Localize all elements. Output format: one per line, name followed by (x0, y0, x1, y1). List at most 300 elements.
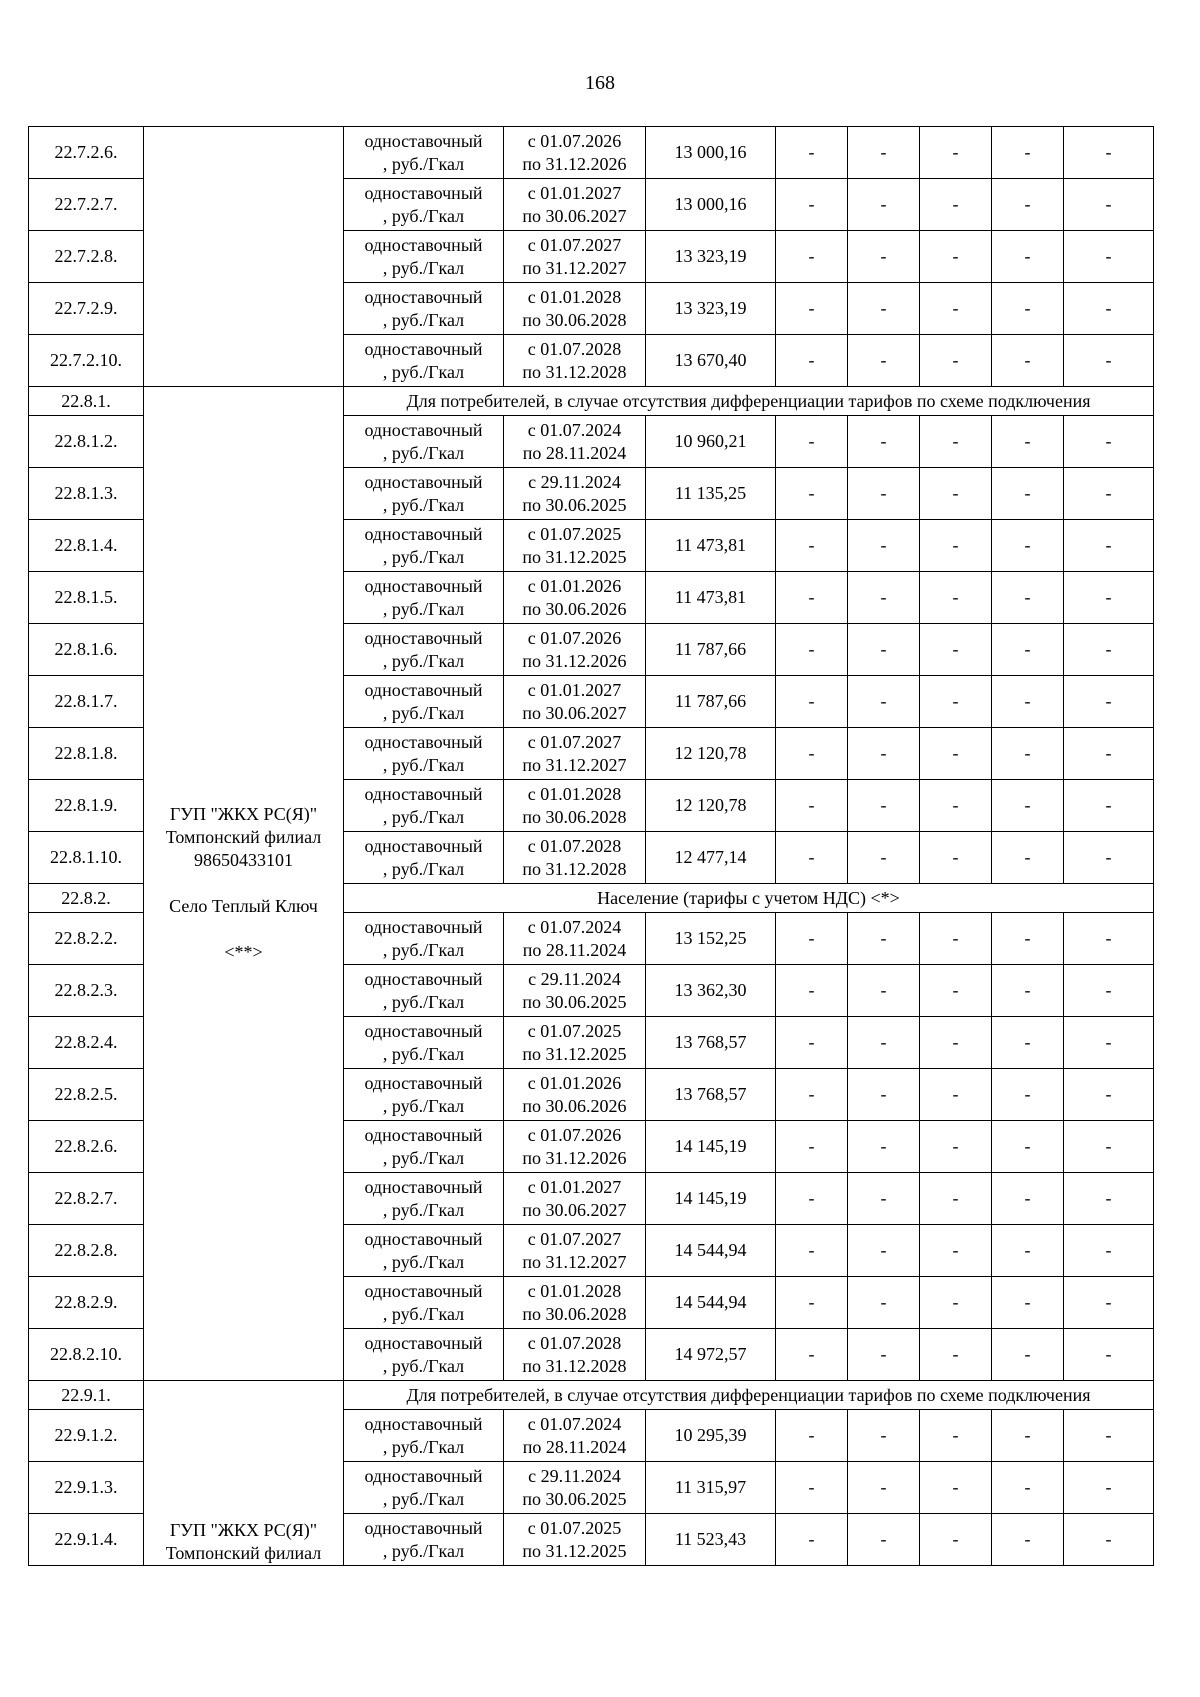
organization-line: Томпонский филиал (165, 827, 322, 847)
tariff-value-cell: 14 145,19 (646, 1121, 776, 1173)
organization-line: <**> (224, 942, 263, 962)
empty-value-cell: - (992, 127, 1064, 179)
tariff-type-cell (344, 728, 504, 780)
empty-value-cell: - (848, 1069, 920, 1121)
empty-value-cell: - (848, 179, 920, 231)
period-line: по 31.12.2027 (522, 754, 627, 775)
period-cell (504, 468, 646, 520)
empty-value-cell: - (920, 1069, 992, 1121)
row-number-cell: 22.8.2.5. (29, 1069, 144, 1121)
empty-value-cell: - (992, 1410, 1064, 1462)
empty-value-cell: - (992, 1069, 1064, 1121)
empty-value-cell: - (776, 1277, 848, 1329)
empty-value-cell: - (848, 913, 920, 965)
tariff-type-line: , руб./Гкал (382, 257, 465, 278)
tariff-type-line: одноставочный (364, 1413, 483, 1434)
empty-value-cell: - (776, 179, 848, 231)
empty-value-cell: - (920, 283, 992, 335)
tariff-type-line: одноставочный (364, 338, 483, 359)
empty-value-cell: - (992, 965, 1064, 1017)
tariff-type-cell (344, 468, 504, 520)
row-number-cell: 22.8.1.9. (29, 780, 144, 832)
tariff-value-cell: 13 323,19 (646, 283, 776, 335)
row-number-cell: 22.8.2.3. (29, 965, 144, 1017)
period-cell (504, 127, 646, 179)
empty-value-cell: - (776, 1069, 848, 1121)
empty-value-cell: - (992, 335, 1064, 387)
tariff-type-cell (344, 1121, 504, 1173)
empty-value-cell: - (992, 913, 1064, 965)
tariff-type-cell (344, 1514, 504, 1566)
period-cell (504, 965, 646, 1017)
empty-value-cell: - (848, 676, 920, 728)
tariff-value-cell: 13 152,25 (646, 913, 776, 965)
empty-value-cell: - (920, 780, 992, 832)
tariff-type-cell (344, 179, 504, 231)
empty-value-cell: - (920, 1173, 992, 1225)
row-number-cell: 22.8.1. (29, 387, 144, 416)
period-line: с 01.01.2026 (527, 575, 622, 596)
period-cell (504, 780, 646, 832)
empty-value-cell: - (776, 913, 848, 965)
empty-value-cell: - (776, 1329, 848, 1381)
period-line: по 30.06.2028 (522, 309, 627, 330)
tariff-type-line: , руб./Гкал (382, 806, 465, 827)
tariff-type-line: , руб./Гкал (382, 1303, 465, 1324)
tariff-type-line: одноставочный (364, 286, 483, 307)
tariff-value-cell: 13 768,57 (646, 1069, 776, 1121)
organization-line: ГУП "ЖКХ РС(Я)" (169, 804, 318, 824)
empty-value-cell: - (848, 1462, 920, 1514)
empty-value-cell: - (1064, 913, 1154, 965)
tariff-type-line: , руб./Гкал (382, 1488, 465, 1509)
tariff-value-cell: 13 362,30 (646, 965, 776, 1017)
row-number-cell: 22.7.2.10. (29, 335, 144, 387)
empty-value-cell: - (920, 1462, 992, 1514)
empty-value-cell: - (992, 1462, 1064, 1514)
empty-value-cell: - (920, 1017, 992, 1069)
tariff-type-cell (344, 1462, 504, 1514)
row-number-cell: 22.8.2.10. (29, 1329, 144, 1381)
empty-value-cell: - (920, 1329, 992, 1381)
organization-cell (144, 127, 344, 387)
tariff-table (28, 126, 1154, 1566)
empty-value-cell: - (1064, 1514, 1154, 1566)
row-number-cell: 22.8.1.4. (29, 520, 144, 572)
period-line: по 30.06.2026 (522, 1095, 627, 1116)
empty-value-cell: - (776, 728, 848, 780)
period-line: с 01.07.2026 (527, 627, 622, 648)
empty-value-cell: - (992, 1121, 1064, 1173)
tariff-type-line: одноставочный (364, 627, 483, 648)
empty-value-cell: - (992, 572, 1064, 624)
period-cell (504, 1329, 646, 1381)
period-line: по 28.11.2024 (522, 939, 627, 960)
tariff-type-line: одноставочный (364, 1517, 483, 1538)
empty-value-cell: - (992, 468, 1064, 520)
tariff-value-cell: 12 477,14 (646, 832, 776, 884)
empty-value-cell: - (776, 780, 848, 832)
empty-value-cell: - (848, 520, 920, 572)
empty-value-cell: - (920, 913, 992, 965)
period-line: с 01.07.2027 (527, 234, 622, 255)
empty-value-cell: - (1064, 1017, 1154, 1069)
period-line: по 31.12.2025 (522, 546, 627, 567)
empty-value-cell: - (848, 416, 920, 468)
tariff-value-cell: 11 473,81 (646, 520, 776, 572)
tariff-value-cell: 11 787,66 (646, 624, 776, 676)
empty-value-cell: - (1064, 1410, 1154, 1462)
tariff-type-line: одноставочный (364, 679, 483, 700)
row-number-cell: 22.8.2.7. (29, 1173, 144, 1225)
row-number-cell: 22.8.1.6. (29, 624, 144, 676)
tariff-type-line: , руб./Гкал (382, 1436, 465, 1457)
empty-value-cell: - (848, 624, 920, 676)
empty-value-cell: - (848, 1173, 920, 1225)
tariff-value-cell: 13 670,40 (646, 335, 776, 387)
tariff-type-cell (344, 676, 504, 728)
tariff-type-line: одноставочный (364, 1176, 483, 1197)
empty-value-cell: - (1064, 832, 1154, 884)
period-line: с 01.01.2027 (527, 679, 622, 700)
period-line: с 01.01.2028 (527, 286, 622, 307)
empty-value-cell: - (776, 676, 848, 728)
row-number-cell: 22.8.2.8. (29, 1225, 144, 1277)
empty-value-cell: - (992, 520, 1064, 572)
empty-value-cell: - (1064, 676, 1154, 728)
tariff-value-cell: 14 972,57 (646, 1329, 776, 1381)
period-line: с 01.07.2028 (527, 835, 622, 856)
period-line: по 30.06.2027 (522, 1199, 627, 1220)
organization-cell (144, 387, 344, 1381)
period-cell (504, 572, 646, 624)
period-line: с 01.07.2027 (527, 1228, 622, 1249)
period-cell (504, 335, 646, 387)
tariff-type-line: , руб./Гкал (382, 546, 465, 567)
empty-value-cell: - (920, 1121, 992, 1173)
tariff-type-cell (344, 1173, 504, 1225)
tariff-type-line: одноставочный (364, 1124, 483, 1145)
empty-value-cell: - (1064, 283, 1154, 335)
tariff-type-line: , руб./Гкал (382, 754, 465, 775)
period-cell (504, 1017, 646, 1069)
row-number-cell: 22.7.2.7. (29, 179, 144, 231)
empty-value-cell: - (848, 1225, 920, 1277)
empty-value-cell: - (776, 1017, 848, 1069)
tariff-type-line: , руб./Гкал (382, 1540, 465, 1561)
empty-value-cell: - (992, 676, 1064, 728)
tariff-type-line: , руб./Гкал (382, 1147, 465, 1168)
row-number-cell: 22.8.1.8. (29, 728, 144, 780)
period-line: по 31.12.2026 (522, 650, 627, 671)
empty-value-cell: - (776, 283, 848, 335)
organization-info (144, 1381, 343, 1565)
period-line: по 30.06.2025 (522, 991, 627, 1012)
period-cell (504, 1069, 646, 1121)
organization-line: ГУП "ЖКХ РС(Я)" (169, 1520, 318, 1540)
tariff-type-line: , руб./Гкал (382, 1251, 465, 1272)
period-cell (504, 728, 646, 780)
period-line: по 30.06.2027 (522, 205, 627, 226)
period-cell (504, 1462, 646, 1514)
empty-value-cell: - (1064, 1225, 1154, 1277)
empty-value-cell: - (920, 1225, 992, 1277)
empty-value-cell: - (848, 283, 920, 335)
tariff-value-cell: 11 787,66 (646, 676, 776, 728)
period-line: с 01.01.2028 (527, 783, 622, 804)
row-number-cell: 22.8.1.10. (29, 832, 144, 884)
period-line: с 01.07.2028 (527, 1332, 622, 1353)
tariff-type-cell (344, 231, 504, 283)
period-cell (504, 1225, 646, 1277)
empty-value-cell: - (920, 231, 992, 283)
tariff-type-line: одноставочный (364, 523, 483, 544)
period-line: с 01.07.2025 (527, 1020, 622, 1041)
empty-value-cell: - (1064, 231, 1154, 283)
empty-value-cell: - (848, 1514, 920, 1566)
tariff-type-cell (344, 1225, 504, 1277)
period-line: по 30.06.2028 (522, 1303, 627, 1324)
tariff-type-line: одноставочный (364, 1228, 483, 1249)
empty-value-cell: - (776, 520, 848, 572)
tariff-type-line: одноставочный (364, 968, 483, 989)
period-line: по 30.06.2025 (522, 494, 627, 515)
empty-value-cell: - (920, 728, 992, 780)
tariff-value-cell: 10 960,21 (646, 416, 776, 468)
tariff-type-line: , руб./Гкал (382, 205, 465, 226)
empty-value-cell: - (992, 283, 1064, 335)
tariff-type-line: одноставочный (364, 419, 483, 440)
period-cell (504, 1121, 646, 1173)
organization-info (144, 127, 343, 386)
empty-value-cell: - (992, 1514, 1064, 1566)
empty-value-cell: - (776, 1514, 848, 1566)
tariff-type-cell (344, 780, 504, 832)
period-cell (504, 913, 646, 965)
empty-value-cell: - (1064, 965, 1154, 1017)
empty-value-cell: - (992, 416, 1064, 468)
empty-value-cell: - (920, 572, 992, 624)
empty-value-cell: - (848, 335, 920, 387)
tariff-type-line: одноставочный (364, 916, 483, 937)
period-line: с 01.01.2027 (527, 182, 622, 203)
period-line: с 01.07.2025 (527, 523, 622, 544)
period-line: по 31.12.2028 (522, 858, 627, 879)
organization-line: Томпонский филиал (165, 1543, 322, 1563)
period-cell (504, 1173, 646, 1225)
empty-value-cell: - (1064, 520, 1154, 572)
tariff-type-cell (344, 283, 504, 335)
empty-value-cell: - (920, 965, 992, 1017)
empty-value-cell: - (1064, 1173, 1154, 1225)
row-number-cell: 22.8.2.9. (29, 1277, 144, 1329)
empty-value-cell: - (920, 832, 992, 884)
row-number-cell: 22.8.1.7. (29, 676, 144, 728)
empty-value-cell: - (920, 624, 992, 676)
period-cell (504, 231, 646, 283)
empty-value-cell: - (992, 832, 1064, 884)
tariff-type-line: , руб./Гкал (382, 1043, 465, 1064)
tariff-value-cell: 11 135,25 (646, 468, 776, 520)
period-cell (504, 1277, 646, 1329)
period-cell (504, 1514, 646, 1566)
empty-value-cell: - (1064, 1329, 1154, 1381)
tariff-type-line: , руб./Гкал (382, 361, 465, 382)
period-line: с 29.11.2024 (528, 471, 621, 492)
empty-value-cell: - (1064, 1462, 1154, 1514)
tariff-type-line: одноставочный (364, 1465, 483, 1486)
tariff-value-cell: 11 315,97 (646, 1462, 776, 1514)
period-line: по 28.11.2024 (522, 442, 627, 463)
tariff-type-line: , руб./Гкал (382, 309, 465, 330)
period-line: по 31.12.2026 (522, 153, 627, 174)
tariff-value-cell: 11 473,81 (646, 572, 776, 624)
empty-value-cell: - (920, 179, 992, 231)
period-line: с 01.01.2028 (527, 1280, 622, 1301)
empty-value-cell: - (1064, 468, 1154, 520)
empty-value-cell: - (920, 416, 992, 468)
empty-value-cell: - (920, 1277, 992, 1329)
period-line: по 31.12.2028 (522, 361, 627, 382)
empty-value-cell: - (920, 335, 992, 387)
empty-value-cell: - (920, 1514, 992, 1566)
tariff-type-cell (344, 1017, 504, 1069)
row-number-cell: 22.9.1.2. (29, 1410, 144, 1462)
empty-value-cell: - (992, 624, 1064, 676)
tariff-type-cell (344, 335, 504, 387)
tariff-type-line: одноставочный (364, 182, 483, 203)
organization-info (144, 387, 343, 1380)
empty-value-cell: - (992, 728, 1064, 780)
tariff-type-line: , руб./Гкал (382, 1355, 465, 1376)
empty-value-cell: - (1064, 1069, 1154, 1121)
organization-line: Село Теплый Ключ (169, 896, 318, 916)
empty-value-cell: - (992, 1225, 1064, 1277)
period-line: с 01.07.2028 (527, 338, 622, 359)
empty-value-cell: - (1064, 624, 1154, 676)
tariff-type-line: , руб./Гкал (382, 1095, 465, 1116)
tariff-type-line: одноставочный (364, 1020, 483, 1041)
tariff-type-cell (344, 624, 504, 676)
empty-value-cell: - (848, 127, 920, 179)
tariff-type-line: , руб./Гкал (382, 1199, 465, 1220)
tariff-value-cell: 10 295,39 (646, 1410, 776, 1462)
tariff-value-cell: 13 000,16 (646, 179, 776, 231)
period-line: по 31.12.2026 (522, 1147, 627, 1168)
period-line: по 28.11.2024 (522, 1436, 627, 1457)
period-line: по 31.12.2025 (522, 1043, 627, 1064)
period-cell (504, 520, 646, 572)
period-line: с 01.07.2026 (527, 130, 622, 151)
tariff-type-line: одноставочный (364, 1072, 483, 1093)
row-number-cell: 22.7.2.8. (29, 231, 144, 283)
period-cell (504, 676, 646, 728)
period-line: с 01.07.2026 (527, 1124, 622, 1145)
tariff-type-line: одноставочный (364, 130, 483, 151)
empty-value-cell: - (992, 1329, 1064, 1381)
empty-value-cell: - (920, 676, 992, 728)
tariff-type-cell (344, 913, 504, 965)
period-line: с 01.01.2027 (527, 1176, 622, 1197)
empty-value-cell: - (1064, 572, 1154, 624)
empty-value-cell: - (848, 1277, 920, 1329)
period-line: по 31.12.2028 (522, 1355, 627, 1376)
empty-value-cell: - (1064, 1121, 1154, 1173)
empty-value-cell: - (776, 468, 848, 520)
period-cell (504, 416, 646, 468)
empty-value-cell: - (848, 1329, 920, 1381)
tariff-value-cell: 14 145,19 (646, 1173, 776, 1225)
section-row (29, 1381, 1154, 1410)
empty-value-cell: - (1064, 127, 1154, 179)
tariff-type-line: , руб./Гкал (382, 598, 465, 619)
period-cell (504, 624, 646, 676)
row-number-cell: 22.8.1.5. (29, 572, 144, 624)
tariff-type-line: одноставочный (364, 575, 483, 596)
tariff-type-cell (344, 1069, 504, 1121)
tariff-type-line: , руб./Гкал (382, 650, 465, 671)
tariff-type-line: одноставочный (364, 1332, 483, 1353)
period-line: с 01.01.2026 (527, 1072, 622, 1093)
empty-value-cell: - (776, 624, 848, 676)
tariff-value-cell: 13 323,19 (646, 231, 776, 283)
period-line: с 01.07.2024 (527, 1413, 622, 1434)
empty-value-cell: - (776, 1121, 848, 1173)
period-line: с 01.07.2025 (527, 1517, 622, 1538)
tariff-type-line: , руб./Гкал (382, 442, 465, 463)
empty-value-cell: - (776, 1225, 848, 1277)
empty-value-cell: - (920, 1410, 992, 1462)
row-number-cell: 22.9.1.4. (29, 1514, 144, 1566)
empty-value-cell: - (848, 965, 920, 1017)
empty-value-cell: - (848, 572, 920, 624)
empty-value-cell: - (776, 1462, 848, 1514)
tariff-type-cell (344, 127, 504, 179)
period-line: по 30.06.2025 (522, 1488, 627, 1509)
empty-value-cell: - (920, 468, 992, 520)
period-line: по 31.12.2027 (522, 1251, 627, 1272)
period-cell (504, 832, 646, 884)
row-number-cell: 22.8.1.2. (29, 416, 144, 468)
row-number-cell: 22.9.1.3. (29, 1462, 144, 1514)
tariff-value-cell: 12 120,78 (646, 728, 776, 780)
row-number-cell: 22.7.2.9. (29, 283, 144, 335)
tariff-type-line: одноставочный (364, 471, 483, 492)
tariff-type-line: одноставочный (364, 1280, 483, 1301)
empty-value-cell: - (992, 231, 1064, 283)
empty-value-cell: - (1064, 179, 1154, 231)
empty-value-cell: - (1064, 416, 1154, 468)
section-heading-cell: Для потребителей, в случае отсутствия дифференциации тарифов по схеме подключения (344, 1381, 1154, 1410)
period-line: по 31.12.2027 (522, 257, 627, 278)
tariff-type-line: одноставочный (364, 835, 483, 856)
tariff-type-line: , руб./Гкал (382, 858, 465, 879)
organization-cell (144, 1381, 344, 1566)
tariff-type-line: , руб./Гкал (382, 494, 465, 515)
period-cell (504, 283, 646, 335)
period-line: с 29.11.2024 (528, 968, 621, 989)
empty-value-cell: - (776, 416, 848, 468)
period-line: с 29.11.2024 (528, 1465, 621, 1486)
empty-value-cell: - (776, 231, 848, 283)
tariff-type-line: одноставочный (364, 731, 483, 752)
tariff-type-line: , руб./Гкал (382, 991, 465, 1012)
period-cell (504, 179, 646, 231)
empty-value-cell: - (776, 572, 848, 624)
organization-line: 98650433101 (194, 850, 293, 870)
tariff-value-cell: 14 544,94 (646, 1277, 776, 1329)
row-number-cell: 22.8.2. (29, 884, 144, 913)
